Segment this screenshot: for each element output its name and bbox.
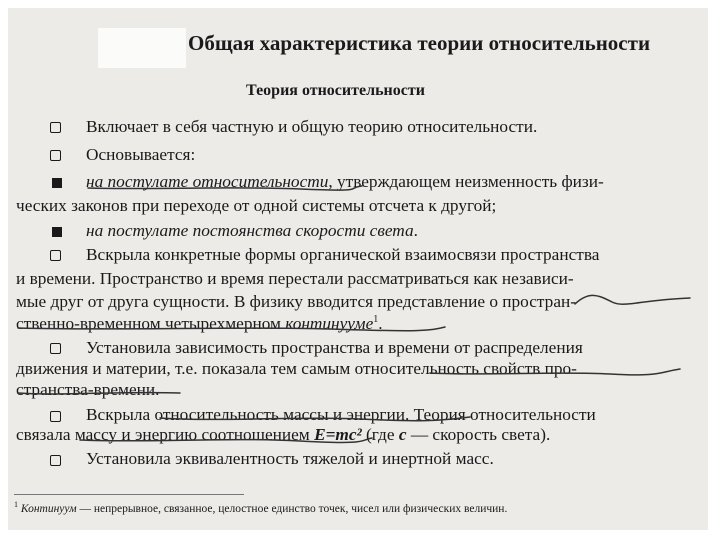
postulate-line — [86, 221, 418, 241]
list-item: Основывается: — [86, 145, 196, 164]
list-item: Включает в себя частную и общую теорию относительности. — [86, 117, 538, 136]
postulate-text: . — [413, 221, 418, 240]
blank-patch — [98, 28, 186, 68]
square-bullet-icon — [50, 411, 61, 422]
list-item-continuation: и времени. Пространство и время перестали рассматриваться как независи- — [16, 269, 574, 288]
footnote-mark: 1 — [14, 500, 18, 509]
footnote-ref: 1 — [373, 314, 379, 326]
variable-c: c — [398, 425, 407, 444]
list-item: Установила зависимость пространства и времени от распределения — [86, 338, 583, 357]
postulate-text: , утверждающем неизменность физи- — [328, 172, 604, 191]
list-item-continuation — [16, 425, 550, 445]
text-span: ственно-временном четырехмерном — [16, 314, 286, 333]
footnote-divider — [14, 494, 244, 495]
list-item-continuation: движения и материи, т.е. показала тем самым относительность свойств про- — [16, 359, 577, 378]
square-bullet-icon — [50, 455, 61, 466]
square-bullet-icon — [50, 122, 61, 133]
text-span: — скорость света). — [406, 425, 551, 444]
text-span: (где — [361, 425, 399, 444]
postulate-italic: на постулате относительности — [86, 172, 329, 191]
footnote — [14, 500, 507, 515]
continuum-term: континууме — [285, 314, 374, 333]
postulate-continuation: ческих законов при переходе от одной системы отсчета к другой; — [16, 196, 497, 215]
list-item-continuation: мые друг от друга сущности. В физику вводится представление о простран- — [16, 292, 576, 311]
formula: E=mc² — [314, 425, 362, 444]
square-bullet-icon — [50, 343, 61, 354]
square-bullet-icon — [50, 150, 61, 161]
list-item-continuation: странства-времени. — [16, 380, 160, 399]
square-bullet-icon — [50, 250, 61, 261]
postulate-italic: на постулате постоянства скорости света — [86, 221, 414, 240]
postulate-line — [86, 172, 604, 192]
list-item-continuation — [16, 314, 383, 334]
list-item: Установила эквивалентность тяжелой и инертной масс. — [86, 449, 494, 468]
list-item: Вскрыла конкретные формы органической взаимосвязи пространства — [86, 245, 600, 264]
footnote-text: — непрерывное, связанное, целостное единство точек, чисел или физических величин. — [76, 502, 508, 515]
section-subtitle: Теория относительности — [246, 82, 425, 99]
footnote-term: Континуум — [20, 502, 77, 515]
filled-square-bullet-icon — [52, 227, 62, 237]
list-item: Вскрыла относительность массы и энергии. Теория относительности — [86, 405, 596, 424]
page-title: Общая характеристика теории относительности — [188, 31, 651, 55]
text-span: связала массу и энергию соотношением — [16, 425, 315, 444]
filled-square-bullet-icon — [52, 178, 62, 188]
text-span: . — [378, 314, 383, 333]
